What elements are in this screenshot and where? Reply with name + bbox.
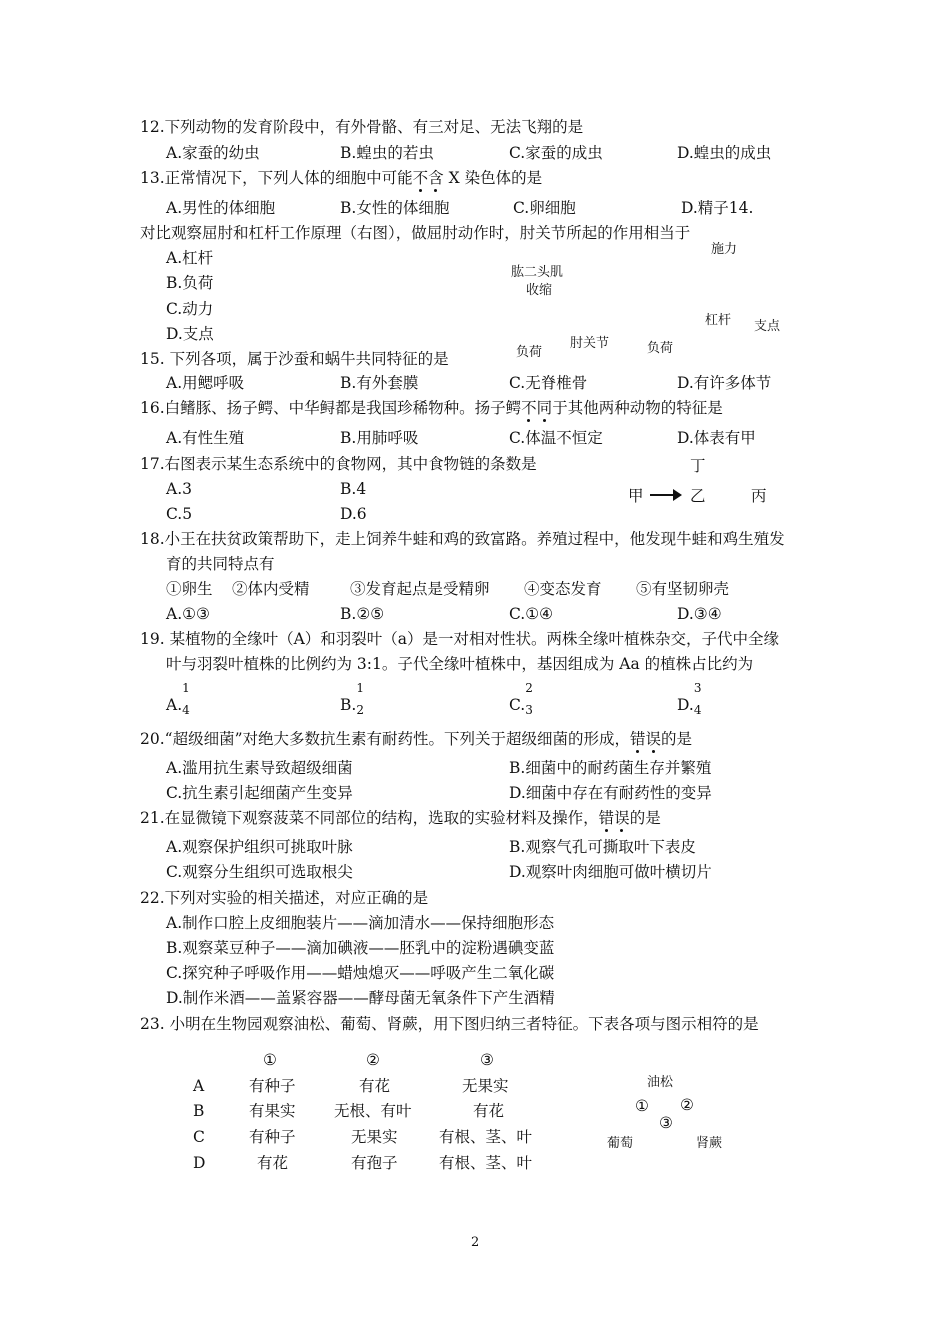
q17-option-a: A.3 bbox=[166, 480, 192, 498]
q14-fig-muscle: 肱二头肌 bbox=[511, 265, 564, 280]
q23-fig-n2: ② bbox=[680, 1096, 694, 1114]
q22-option-c: C.探究种子呼吸作用——蜡烛熄灭——呼吸产生二氧化碳 bbox=[166, 964, 555, 982]
q14-option-c: C.动力 bbox=[166, 300, 214, 318]
q23-row-a-c1: 有种子 bbox=[249, 1077, 296, 1095]
q14-fig-load-right: 负荷 bbox=[647, 341, 674, 356]
q21-stem: 21.在显微镜下观察菠菜不同部位的结构，选取的实验材料及操作，错误的是 bbox=[140, 809, 661, 827]
emphasis-mark: 误 bbox=[614, 809, 630, 827]
q14-fig-elbow: 肘关节 bbox=[570, 336, 610, 351]
q14-option-a: A.杠杆 bbox=[166, 249, 214, 267]
q20-stem: 20.“超级细菌”对绝大多数抗生素有耐药性。下列关于超级细菌的形成，错误的是 bbox=[140, 730, 693, 748]
q23-row-b-c2: 无根、有叶 bbox=[334, 1102, 412, 1120]
q13-option-d: D.精子14. bbox=[681, 199, 754, 217]
q23-table-header-2: ② bbox=[366, 1051, 380, 1069]
q18-item-1: ①卵生 bbox=[166, 580, 213, 598]
q22-stem: 22.下列对实验的相关描述，对应正确的是 bbox=[140, 889, 429, 907]
q23-row-d-label: D bbox=[193, 1154, 206, 1172]
q18-option-b: B.②⑤ bbox=[340, 605, 385, 623]
q16-option-d: D.体表有甲 bbox=[677, 429, 756, 447]
q14-fig-force: 施力 bbox=[711, 242, 738, 257]
q23-fig-n1: ① bbox=[635, 1097, 649, 1115]
q12-stem: 12.下列动物的发育阶段中，有外骨骼、有三对足、无法飞翔的是 bbox=[140, 118, 584, 136]
q23-fig-fern: 肾蕨 bbox=[696, 1136, 723, 1151]
q19-option-d: D. 3 4 bbox=[677, 690, 704, 715]
page-number: 2 bbox=[471, 1235, 480, 1250]
q23-row-b-c1: 有果实 bbox=[249, 1102, 296, 1120]
q16-stem: 16.白鳍豚、扬子鳄、中华鲟都是我国珍稀物种。扬子鳄不同于其他两种动物的特征是 bbox=[140, 399, 723, 417]
q17-option-c: C.5 bbox=[166, 505, 193, 523]
q15-option-a: A.用鳃呼吸 bbox=[166, 374, 245, 392]
q18-item-2: ②体内受精 bbox=[232, 580, 310, 598]
q15-option-d: D.有许多体节 bbox=[677, 374, 772, 392]
q15-option-c: C.无脊椎骨 bbox=[509, 374, 588, 392]
q18-item-5: ⑤有坚韧卵壳 bbox=[636, 580, 730, 598]
emphasis-mark: 含 bbox=[428, 169, 444, 187]
q18-item-4: ④变态发育 bbox=[524, 580, 602, 598]
emphasis-mark: 错 bbox=[630, 730, 646, 748]
q15-stem: 15. 下列各项，属于沙蚕和蜗牛共同特征的是 bbox=[140, 350, 449, 368]
q23-row-d-c3: 有根、茎、叶 bbox=[439, 1154, 533, 1172]
q12-option-d: D.蝗虫的成虫 bbox=[677, 144, 772, 162]
q15-option-b: B.有外套膜 bbox=[340, 374, 419, 392]
q17-option-d: D.6 bbox=[340, 505, 367, 523]
q19-stem-line1: 19. 某植物的全缘叶（A）和羽裂叶（a）是一对相对性状。两株全缘叶植株杂交，子代中全缘 bbox=[140, 630, 780, 648]
q17-stem: 17.右图表示某生态系统中的食物网，其中食物链的条数是 bbox=[140, 455, 537, 473]
fraction: 2 3 bbox=[525, 681, 533, 717]
q17-fig-ding: 丁 bbox=[690, 457, 706, 475]
q23-table-header-1: ① bbox=[263, 1051, 277, 1069]
q17-fig-bing: 丙 bbox=[751, 487, 767, 505]
q20-option-a: A.滥用抗生素导致超级细菌 bbox=[166, 759, 353, 777]
q23-fig-youson: 油松 bbox=[647, 1075, 674, 1090]
fraction: 1 4 bbox=[182, 681, 190, 717]
q18-option-c: C.①④ bbox=[509, 605, 554, 623]
q23-row-d-c2: 有孢子 bbox=[351, 1154, 398, 1172]
q12-option-a: A.家蚕的幼虫 bbox=[166, 144, 260, 162]
q14-option-b: B.负荷 bbox=[166, 274, 214, 292]
q23-table-header-3: ③ bbox=[480, 1051, 494, 1069]
emphasis-mark: 同 bbox=[536, 399, 553, 417]
q16-option-a: A.有性生殖 bbox=[166, 429, 245, 447]
emphasis-mark: 不 bbox=[412, 169, 429, 187]
q16-option-b: B.用肺呼吸 bbox=[340, 429, 419, 447]
q23-fig-grape: 葡萄 bbox=[607, 1136, 634, 1151]
q23-row-c-c3: 有根、茎、叶 bbox=[439, 1128, 533, 1146]
fraction: 3 4 bbox=[693, 681, 702, 717]
q14-fig-load-left: 负荷 bbox=[516, 345, 543, 360]
q18-stem-line2: 育的共同特点有 bbox=[166, 555, 275, 573]
q18-item-3: ③发育起点是受精卵 bbox=[350, 580, 490, 598]
q23-row-d-c1: 有花 bbox=[257, 1154, 289, 1172]
q14-option-d: D.支点 bbox=[166, 325, 214, 343]
q21-option-c: C.观察分生组织可选取根尖 bbox=[166, 863, 353, 881]
q19-option-c: C. 2 3 bbox=[509, 690, 535, 715]
q14-fig-muscle-contract: 收缩 bbox=[526, 283, 553, 298]
q22-option-b: B.观察菜豆种子——滴加碘液——胚乳中的淀粉遇碘变蓝 bbox=[166, 939, 555, 957]
q14-fig-fulcrum: 支点 bbox=[754, 319, 781, 334]
q23-row-c-c1: 有种子 bbox=[249, 1128, 296, 1146]
q23-row-b-label: B bbox=[193, 1102, 205, 1120]
q23-row-a-c3: 无果实 bbox=[462, 1077, 509, 1095]
q17-fig-yi: 乙 bbox=[690, 487, 706, 505]
q18-stem-line1: 18.小王在扶贫政策帮助下，走上饲养牛蛙和鸡的致富路。养殖过程中，他发现牛蛙和鸡生殖发 bbox=[140, 530, 785, 548]
q21-option-a: A.观察保护组织可挑取叶脉 bbox=[166, 838, 353, 856]
q13-option-a: A.男性的体细胞 bbox=[166, 199, 276, 217]
q23-row-c-label: C bbox=[193, 1128, 205, 1146]
emphasis-mark: 错 bbox=[598, 809, 615, 827]
q13-option-c: C.卵细胞 bbox=[513, 199, 576, 217]
q16-option-c: C.体温不恒定 bbox=[509, 429, 603, 447]
emphasis-mark: 误 bbox=[645, 730, 662, 748]
emphasis-mark: 不 bbox=[521, 399, 537, 417]
q14-stem: 对比观察屈肘和杠杆工作原理（右图），做屈肘动作时，肘关节所起的作用相当于 bbox=[140, 224, 691, 242]
arrow-icon bbox=[650, 494, 676, 496]
q20-option-d: D.细菌中存在有耐药性的变异 bbox=[509, 784, 712, 802]
q21-option-d: D.观察叶肉细胞可做叶横切片 bbox=[509, 863, 712, 881]
q23-row-a-c2: 有花 bbox=[359, 1077, 391, 1095]
q17-fig-jia: 甲 bbox=[628, 487, 644, 505]
q12-option-c: C.家蚕的成虫 bbox=[509, 144, 603, 162]
q22-option-a: A.制作口腔上皮细胞装片——滴加清水——保持细胞形态 bbox=[166, 914, 555, 932]
q13-option-b: B.女性的体细胞 bbox=[340, 199, 450, 217]
q19-stem-line2: 叶与羽裂叶植株的比例约为 3:1。子代全缘叶植株中，基因组成为 Aa 的植株占比约为 bbox=[166, 655, 754, 673]
q23-row-c-c2: 无果实 bbox=[351, 1128, 398, 1146]
q20-option-b: B.细菌中的耐药菌生存并繁殖 bbox=[509, 759, 712, 777]
q23-row-a-label: A bbox=[193, 1077, 205, 1095]
q23-row-b-c3: 有花 bbox=[473, 1102, 505, 1120]
q17-option-b: B.4 bbox=[340, 480, 367, 498]
q14-fig-lever: 杠杆 bbox=[705, 313, 732, 328]
q13-stem: 13.正常情况下，下列人体的细胞中可能不含 X 染色体的是 bbox=[140, 169, 543, 187]
fraction: 1 2 bbox=[356, 681, 364, 717]
q21-option-b: B.观察气孔可撕取叶下表皮 bbox=[509, 838, 696, 856]
q22-option-d: D.制作米酒——盖紧容器——酵母菌无氧条件下产生酒精 bbox=[166, 989, 555, 1007]
q12-option-b: B.蝗虫的若虫 bbox=[340, 144, 434, 162]
q19-option-a: A. 1 4 bbox=[166, 690, 192, 715]
q19-option-b: B. 1 2 bbox=[340, 690, 366, 715]
q18-option-d: D.③④ bbox=[677, 605, 722, 623]
q20-option-c: C.抗生素引起细菌产生变异 bbox=[166, 784, 353, 802]
q23-fig-n3: ③ bbox=[659, 1114, 673, 1132]
q18-option-a: A.①③ bbox=[166, 605, 210, 623]
q23-stem: 23. 小明在生物园观察油松、葡萄、肾蕨，用下图归纳三者特征。下表各项与图示相符的是 bbox=[140, 1015, 759, 1033]
